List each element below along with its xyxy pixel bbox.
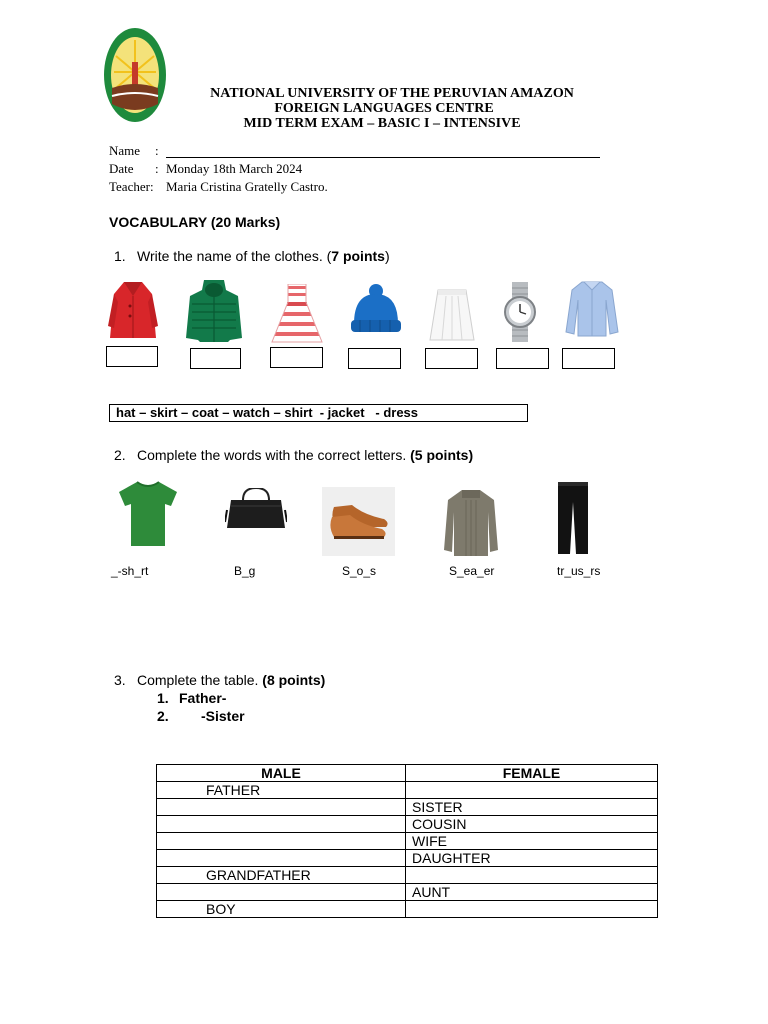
q3-text: Complete the table. (8 points) xyxy=(137,672,326,688)
answer-box-7[interactable] xyxy=(562,348,615,369)
table-row xyxy=(157,884,658,901)
q2-number: 2. xyxy=(114,447,126,463)
silver-watch-image xyxy=(500,282,540,347)
red-coat-image xyxy=(108,280,158,347)
table-row xyxy=(157,782,658,799)
word-blank-1: _-sh_rt xyxy=(111,564,149,578)
male-cell[interactable] xyxy=(157,799,406,816)
table-header-male: MALE xyxy=(157,765,406,782)
blue-shirt-image xyxy=(564,280,620,343)
q1-number: 1. xyxy=(114,248,126,264)
q3-number: 3. xyxy=(114,672,126,688)
table-row xyxy=(157,850,658,867)
header-line-2: FOREIGN LANGUAGES CENTRE xyxy=(274,101,494,116)
female-cell[interactable] xyxy=(406,867,658,884)
word-bank: hat – skirt – coat – watch – shirt - jacket - dress xyxy=(109,404,528,422)
teacher-label: Teacher: xyxy=(109,179,154,194)
white-skirt-image xyxy=(428,288,476,347)
header-line-1: NATIONAL UNIVERSITY OF THE PERUVIAN AMAZON xyxy=(210,86,574,101)
male-cell[interactable] xyxy=(157,884,406,901)
answer-box-2[interactable] xyxy=(190,348,241,369)
table-row xyxy=(157,901,658,918)
word-blank-3: S_o_s xyxy=(342,564,377,578)
female-cell[interactable]: DAUGHTER xyxy=(406,850,658,867)
date-value: Monday 18th March 2024 xyxy=(166,161,303,176)
answer-box-1[interactable] xyxy=(106,346,158,367)
black-bag-image xyxy=(225,488,287,537)
name-input-line[interactable] xyxy=(166,157,600,158)
blue-hat-image xyxy=(348,284,404,341)
green-jacket-image xyxy=(184,280,244,349)
header-line-3: MID TERM EXAM – BASIC I – INTENSIVE xyxy=(243,116,521,131)
male-cell[interactable]: BOY xyxy=(157,901,406,918)
name-label: Name xyxy=(109,143,141,158)
table-header-female: FEMALE xyxy=(406,765,658,782)
q3-example-2-text: -Sister xyxy=(201,708,245,724)
table-row xyxy=(157,867,658,884)
q3-example-2-number: 2. xyxy=(157,708,169,724)
male-cell[interactable] xyxy=(157,850,406,867)
q3-example-1-number: 1. xyxy=(157,690,169,706)
answer-box-6[interactable] xyxy=(496,348,549,369)
vocabulary-title: VOCABULARY (20 Marks) xyxy=(109,214,281,230)
grey-sweater-image xyxy=(444,488,498,563)
table-row xyxy=(157,833,658,850)
female-cell[interactable]: AUNT xyxy=(406,884,658,901)
male-cell[interactable]: GRANDFATHER xyxy=(157,867,406,884)
family-table xyxy=(156,764,658,918)
answer-box-3[interactable] xyxy=(270,347,323,368)
word-blank-4: S_ea_er xyxy=(449,564,495,578)
female-cell[interactable]: WIFE xyxy=(406,833,658,850)
female-cell[interactable] xyxy=(406,901,658,918)
name-separator: : xyxy=(155,143,159,158)
q3-example-1-text: Father- xyxy=(179,690,227,706)
date-separator: : xyxy=(155,161,159,176)
striped-dress-image xyxy=(270,284,324,349)
answer-box-4[interactable] xyxy=(348,348,401,369)
date-label: Date xyxy=(109,161,134,176)
green-tshirt-image xyxy=(117,480,179,553)
table-header-row xyxy=(157,765,658,782)
teacher-value: Maria Cristina Gratelly Castro. xyxy=(166,179,328,194)
male-cell[interactable]: FATHER xyxy=(157,782,406,799)
word-blank-5: tr_us_rs xyxy=(557,564,601,578)
brown-shoes-image xyxy=(322,487,395,556)
q2-text: Complete the words with the correct letters. (5 points) xyxy=(137,447,474,463)
female-cell[interactable]: SISTER xyxy=(406,799,658,816)
answer-box-5[interactable] xyxy=(425,348,478,369)
q1-text: Write the name of the clothes. (7 points) xyxy=(137,248,390,264)
female-cell[interactable] xyxy=(406,782,658,799)
table-row xyxy=(157,816,658,833)
word-blank-2: B_g xyxy=(234,564,256,578)
table-row xyxy=(157,799,658,816)
male-cell[interactable] xyxy=(157,833,406,850)
black-trousers-image xyxy=(556,482,590,561)
male-cell[interactable] xyxy=(157,816,406,833)
female-cell[interactable]: COUSIN xyxy=(406,816,658,833)
